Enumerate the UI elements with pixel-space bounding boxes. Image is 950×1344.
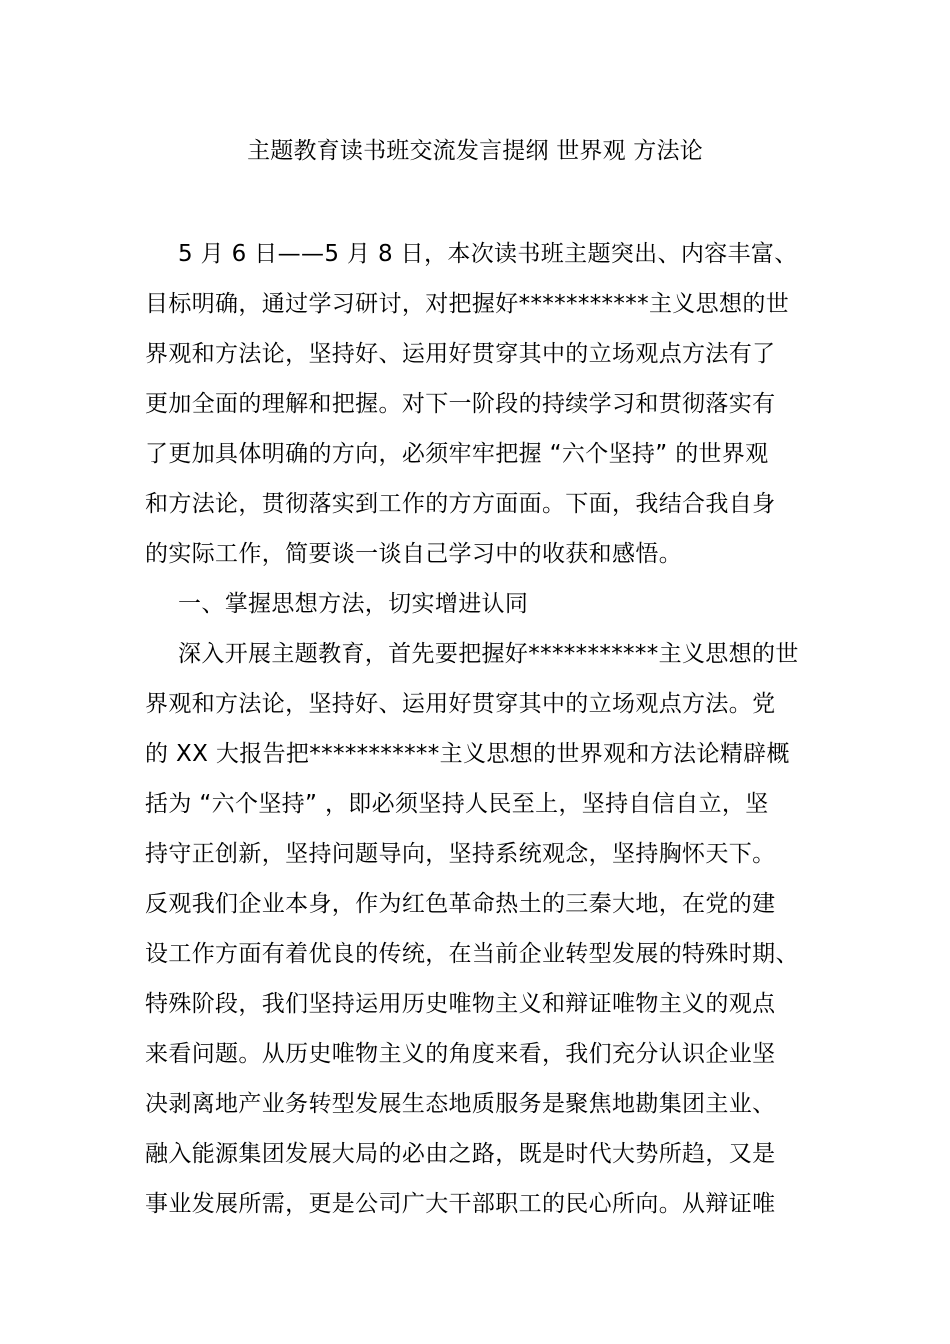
paragraph-line: 持守正创新，坚持问题导向，坚持系统观念，坚持胸怀天下。: [145, 841, 776, 867]
paragraph-line: 了更加具体明确的方向，必须牢牢把握 “六个坚持” 的世界观: [145, 441, 769, 467]
paragraph-line: 界观和方法论，坚持好、运用好贯穿其中的立场观点方法。党: [145, 691, 776, 717]
paragraph-line: 的实际工作，简要谈一谈自己学习中的收获和感悟。: [145, 541, 683, 567]
paragraph-line: 深入开展主题教育，首先要把握好***********主义思想的世: [178, 641, 799, 667]
paragraph-line: 融入能源集团发展大局的必由之路，既是时代大势所趋，又是: [145, 1141, 776, 1167]
paragraph-line: 和方法论，贯彻落实到工作的方方面面。下面，我结合我自身: [145, 491, 776, 517]
paragraph-line: 事业发展所需，更是公司广大干部职工的民心所向。从辩证唯: [145, 1191, 776, 1217]
paragraph-line: 界观和方法论，坚持好、运用好贯穿其中的立场观点方法有了: [145, 341, 776, 367]
paragraph-line: 目标明确，通过学习研讨，对把握好***********主义思想的世: [145, 291, 790, 317]
section-heading: 一、掌握思想方法，切实增进认同: [178, 591, 529, 617]
paragraph-line: 更加全面的理解和把握。对下一阶段的持续学习和贯彻落实有: [145, 391, 776, 417]
document-title: 主题教育读书班交流发言提纲 世界观 方法论: [247, 138, 703, 164]
paragraph-line: 设工作方面有着优良的传统，在当前企业转型发展的特殊时期、: [145, 941, 799, 967]
paragraph-line: 5 月 6 日——5 月 8 日，本次读书班主题突出、内容丰富、: [178, 241, 798, 267]
paragraph-line: 特殊阶段，我们坚持运用历史唯物主义和辩证唯物主义的观点: [145, 991, 776, 1017]
paragraph-line: 括为 “六个坚持” ，即必须坚持人民至上，坚持自信自立，坚: [145, 791, 769, 817]
paragraph-line: 决剥离地产业务转型发展生态地质服务是聚焦地勘集团主业、: [145, 1091, 776, 1117]
paragraph-line: 反观我们企业本身，作为红色革命热土的三秦大地，在党的建: [145, 891, 776, 917]
paragraph-line: 来看问题。从历史唯物主义的角度来看，我们充分认识企业坚: [145, 1041, 776, 1067]
paragraph-line: 的 XX 大报告把***********主义思想的世界观和方法论精辟概: [145, 741, 790, 767]
